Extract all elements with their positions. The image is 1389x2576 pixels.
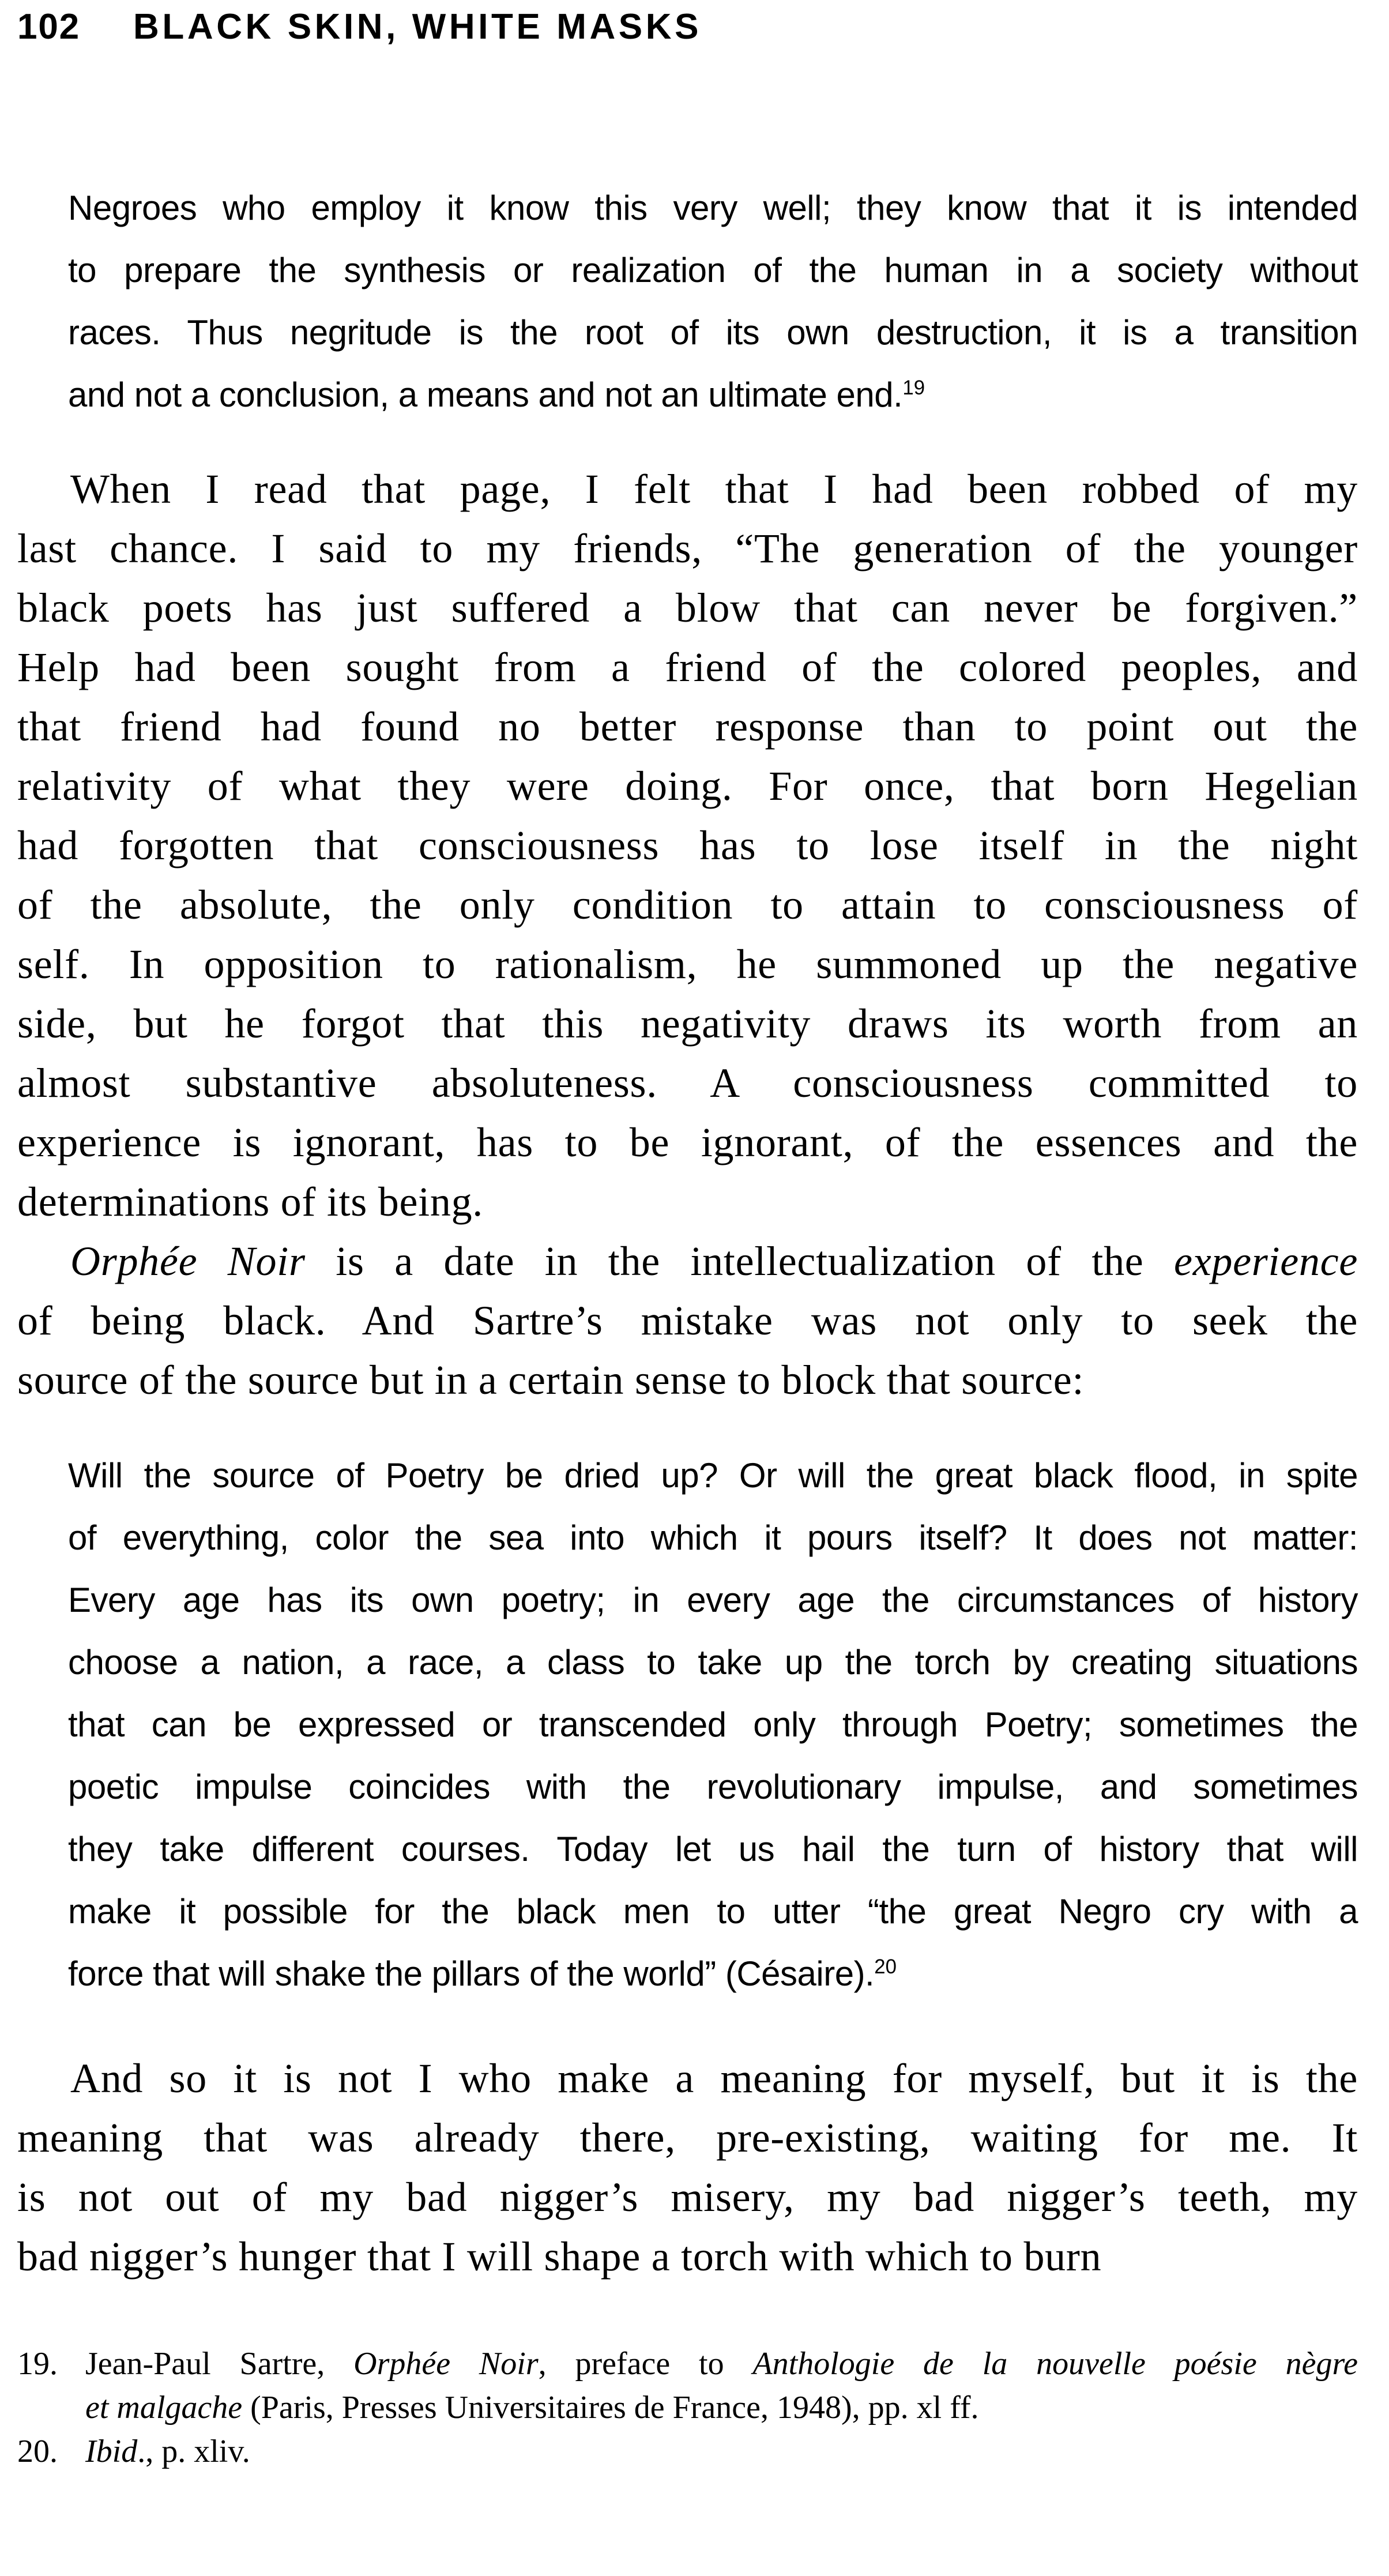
text-segment: side, but he forgot that this negativity draws its worth from an [17,1001,1358,1047]
text-line [17,1172,1358,1232]
robbed-of-last-chance-paragraph [17,460,1358,1232]
footnote-reference: 20 [874,1955,897,1979]
book-title: BLACK SKIN, WHITE MASKS [133,7,702,47]
text-line [68,239,1358,302]
running-head [17,8,1358,46]
text-line [68,1756,1358,1818]
text-segment: Negroes who employ it know this very well; they know that it is intended [68,189,1358,228]
text-segment: self. In opposition to rationalism, he summoned up the negative [17,941,1358,988]
text-segment: et malgache [85,2390,243,2426]
text-segment: and not a conclusion, a means and not an ultimate end. [68,375,903,415]
text-segment: Will the source of Poetry be dried up? Or will the great black flood, in spite [68,1456,1358,1495]
source-of-poetry-quote [68,1445,1358,2005]
text-segment: relativity of what they were doing. For once, that born Hegelian [17,763,1358,810]
meaning-pre-existing-paragraph [17,2049,1358,2287]
text-segment: is not out of my bad nigger’s misery, my bad nigger’s teeth, my [17,2174,1358,2221]
text-segment: that can be expressed or transcended only through Poetry; sometimes the [68,1705,1358,1744]
text-line [17,757,1358,816]
footnote [17,2342,1358,2430]
footnote-reference: 19 [902,377,925,400]
footnotes [17,2342,1358,2473]
text-line [68,1694,1358,1756]
text-segment: experience [1174,1238,1358,1285]
text-line [17,2049,1358,2108]
text-line [17,697,1358,757]
text-segment: black poets has just suffered a blow that can never be forgiven.” [17,585,1358,631]
text-line [85,2430,1358,2473]
text-segment: meaning that was already there, pre-existing, waiting for me. It [17,2115,1358,2161]
text-line [17,2108,1358,2168]
text-line [68,1818,1358,1881]
page-number: 102 [17,7,81,47]
text-segment: Jean-Paul Sartre, [85,2346,354,2382]
text-line [85,2342,1358,2386]
text-line [68,1943,1358,2005]
text-line [17,935,1358,994]
orphee-noir-paragraph [17,1232,1358,1410]
text-line [68,364,1358,426]
text-segment: last chance. I said to my friends, “The generation of the younger [17,525,1358,572]
text-segment: they take different courses. Today let us hail the turn of history that will [68,1830,1358,1869]
text-segment: to prepare the synthesis or realization of the human in a society without [68,251,1358,290]
text-segment: of the absolute, the only condition to attain to consciousness of [17,882,1358,928]
text-line [17,994,1358,1054]
text-segment: Help had been sought from a friend of the colored peoples, and [17,644,1358,691]
text-line [17,460,1358,519]
text-segment: had forgotten that consciousness has to lose itself in the night [17,822,1358,869]
text-line [68,177,1358,239]
text-line [68,1881,1358,1943]
text-line [17,816,1358,875]
footnote-number: 20. [17,2434,58,2470]
text-segment: , preface to [538,2346,753,2382]
text-line [17,519,1358,578]
text-segment: (Paris, Presses Universitaires de France, 1948), pp. xl ff. [242,2390,979,2426]
text-segment: source of the source but in a certain sense to block that source: [17,1357,1085,1404]
text-line [68,1445,1358,1507]
text-segment: that friend had found no better response than to point out the [17,704,1358,750]
negritude-destruction-quote [68,177,1358,426]
text-line [17,1113,1358,1172]
text-segment: is a date in the intellectualization of the [305,1238,1175,1285]
text-segment: determinations of its being. [17,1179,484,1225]
text-segment: almost substantive absoluteness. A consciousness committed to [17,1060,1358,1107]
text-line [17,875,1358,935]
text-line [17,1351,1358,1410]
page-body [17,177,1358,2287]
text-line [17,2227,1358,2287]
text-line [17,578,1358,638]
text-segment: Anthologie de la nouvelle poésie nègre [752,2346,1358,2382]
text-segment: When I read that page, I felt that I had been robbed of my [70,466,1358,513]
footnote-number: 19. [17,2346,58,2382]
text-line [17,1232,1358,1291]
text-segment: poetic impulse coincides with the revolutionary impulse, and sometimes [68,1768,1358,1807]
text-segment: races. Thus negritude is the root of its own destruction, it is a transition [68,313,1358,352]
text-line [68,1631,1358,1694]
text-line [68,1507,1358,1569]
text-segment: Orphée Noir [70,1238,306,1285]
text-segment: force that will shake the pillars of the world” (Césaire). [68,1954,875,1994]
text-line [85,2386,1358,2430]
text-line [17,638,1358,697]
text-line [17,1054,1358,1113]
text-line [68,302,1358,364]
text-segment: experience is ignorant, has to be ignorant, of the essences and the [17,1119,1358,1166]
text-segment: of being black. And Sartre’s mistake was not only to seek the [17,1298,1358,1344]
text-segment: choose a nation, a race, a class to take up the torch by creating situations [68,1643,1358,1682]
text-line [68,1569,1358,1631]
text-segment: Every age has its own poetry; in every age the circumstances of history [68,1581,1358,1620]
text-segment: ., p. xliv. [137,2434,250,2470]
text-segment: Ibid [85,2434,138,2470]
text-segment: Orphée Noir [353,2346,539,2382]
text-segment: of everything, color the sea into which it pours itself? It does not matter: [68,1518,1358,1558]
text-segment: bad nigger’s hunger that I will shape a torch with which to burn [17,2233,1102,2280]
text-line [17,2168,1358,2227]
text-line [17,1291,1358,1351]
footnote [17,2430,1358,2473]
text-segment: make it possible for the black men to utter “the great Negro cry with a [68,1892,1358,1931]
text-segment: And so it is not I who make a meaning for myself, but it is the [70,2055,1358,2102]
